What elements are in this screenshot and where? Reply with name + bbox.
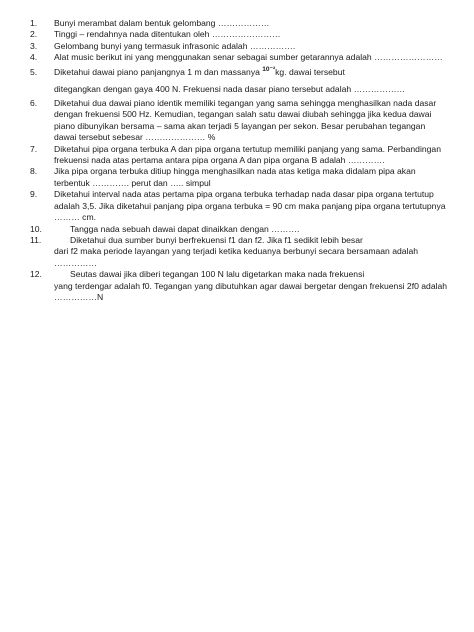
question-text: Diketahui dawai piano panjangnya 1 m dan massanya: [54, 66, 263, 77]
question-item: [30, 224, 450, 235]
exponent-text: 10⁻²: [262, 65, 276, 73]
question-list: [30, 18, 450, 303]
question-number: 6.: [30, 98, 38, 109]
question-item: [30, 18, 450, 29]
question-text: Jika pipa organa terbuka ditiup hingga menghasilkan nada atas ketiga maka didalam pipa akan terbentuk …………. perut dan ….. simpul: [54, 166, 416, 188]
question-item: [30, 189, 450, 223]
question-number: 10.: [30, 223, 42, 234]
question-text: yang terdengar adalah f0. Tegangan yang dibutuhkan agar dawai bergetar dengan frekuensi 2f0 adalah ……………N: [54, 280, 448, 302]
question-number: 12.: [30, 269, 42, 280]
question-text: Diketahui pipa organa terbuka A dan pipa organa tertutup memiliki panjang yang sama. Perbandingan frekuensi nada atas pertama antara pipa organa A dan pipa organa B adalah ………….: [54, 143, 441, 166]
question-text: Seutas dawai jika diberi tegangan 100 N lalu digetarkan maka nada frekuensi: [70, 269, 365, 280]
question-text: dari f2 maka periode layangan yang terjadi ketika keduanya berbunyi secara bersamaan adalah ……………: [54, 246, 419, 268]
question-item: [30, 144, 450, 167]
question-item: [30, 52, 450, 63]
question-text: Tangga nada sebuah dawai dapat dinaikkan dengan ……….: [70, 223, 300, 234]
question-text: Bunyi merambat dalam bentuk gelombang ………………: [54, 18, 270, 28]
question-text: Gelombang bunyi yang termasuk infrasonic adalah …………….: [54, 40, 296, 51]
question-item: [30, 235, 450, 269]
question-text: Diketahui interval nada atas pertama pipa organa terbuka terhadap nada dasar pipa organa tertutup adalah 3,5. Jika diketahui panjang pipa organa terbuka = 90 cm maka panjang pipa organa tertutupnya ……… cm.: [54, 189, 446, 223]
question-item: [30, 41, 450, 52]
question-number: 11.: [30, 234, 42, 245]
question-text: Alat music berikut ini yang menggunakan senar sebagai sumber getarannya adalah ……………………: [54, 52, 443, 63]
question-number: 1.: [30, 18, 38, 28]
question-item: [30, 98, 450, 144]
question-item: [30, 166, 450, 189]
question-text: ditegangkan dengan gaya 400 N. Frekuensi nada dasar piano tersebut adalah ………………: [54, 83, 406, 94]
question-number: 2.: [30, 29, 38, 40]
question-number: 9.: [30, 189, 38, 200]
question-text: Diketahui dua sumber bunyi berfrekuensi f1 dan f2. Jika f1 sedikit lebih besar: [70, 234, 363, 245]
question-number: 5.: [30, 66, 38, 77]
question-number: 3.: [30, 40, 38, 51]
question-text: Tinggi – rendahnya nada ditentukan oleh ……………………: [54, 29, 281, 40]
question-text: Diketahui dua dawai piano identik memiliki tegangan yang sama sehingga menghasilkan nada dasar dengan frekuensi 500 Hz. Kemudian, tegangan salah satu dawai diubah sehingga jika kedua dawai piano dibunyikan bersama – sama akan terjadi 5 layangan per sekon. Besar perubahan tegangan dawai tersebut sebesar ………………… %: [54, 98, 437, 143]
question-item: [30, 29, 450, 40]
question-item: [30, 269, 450, 303]
question-number: 8.: [30, 166, 38, 177]
question-item: [30, 64, 450, 95]
question-text: kg. dawai tersebut: [275, 66, 345, 77]
question-number: 7.: [30, 143, 38, 154]
question-number: 4.: [30, 52, 38, 63]
